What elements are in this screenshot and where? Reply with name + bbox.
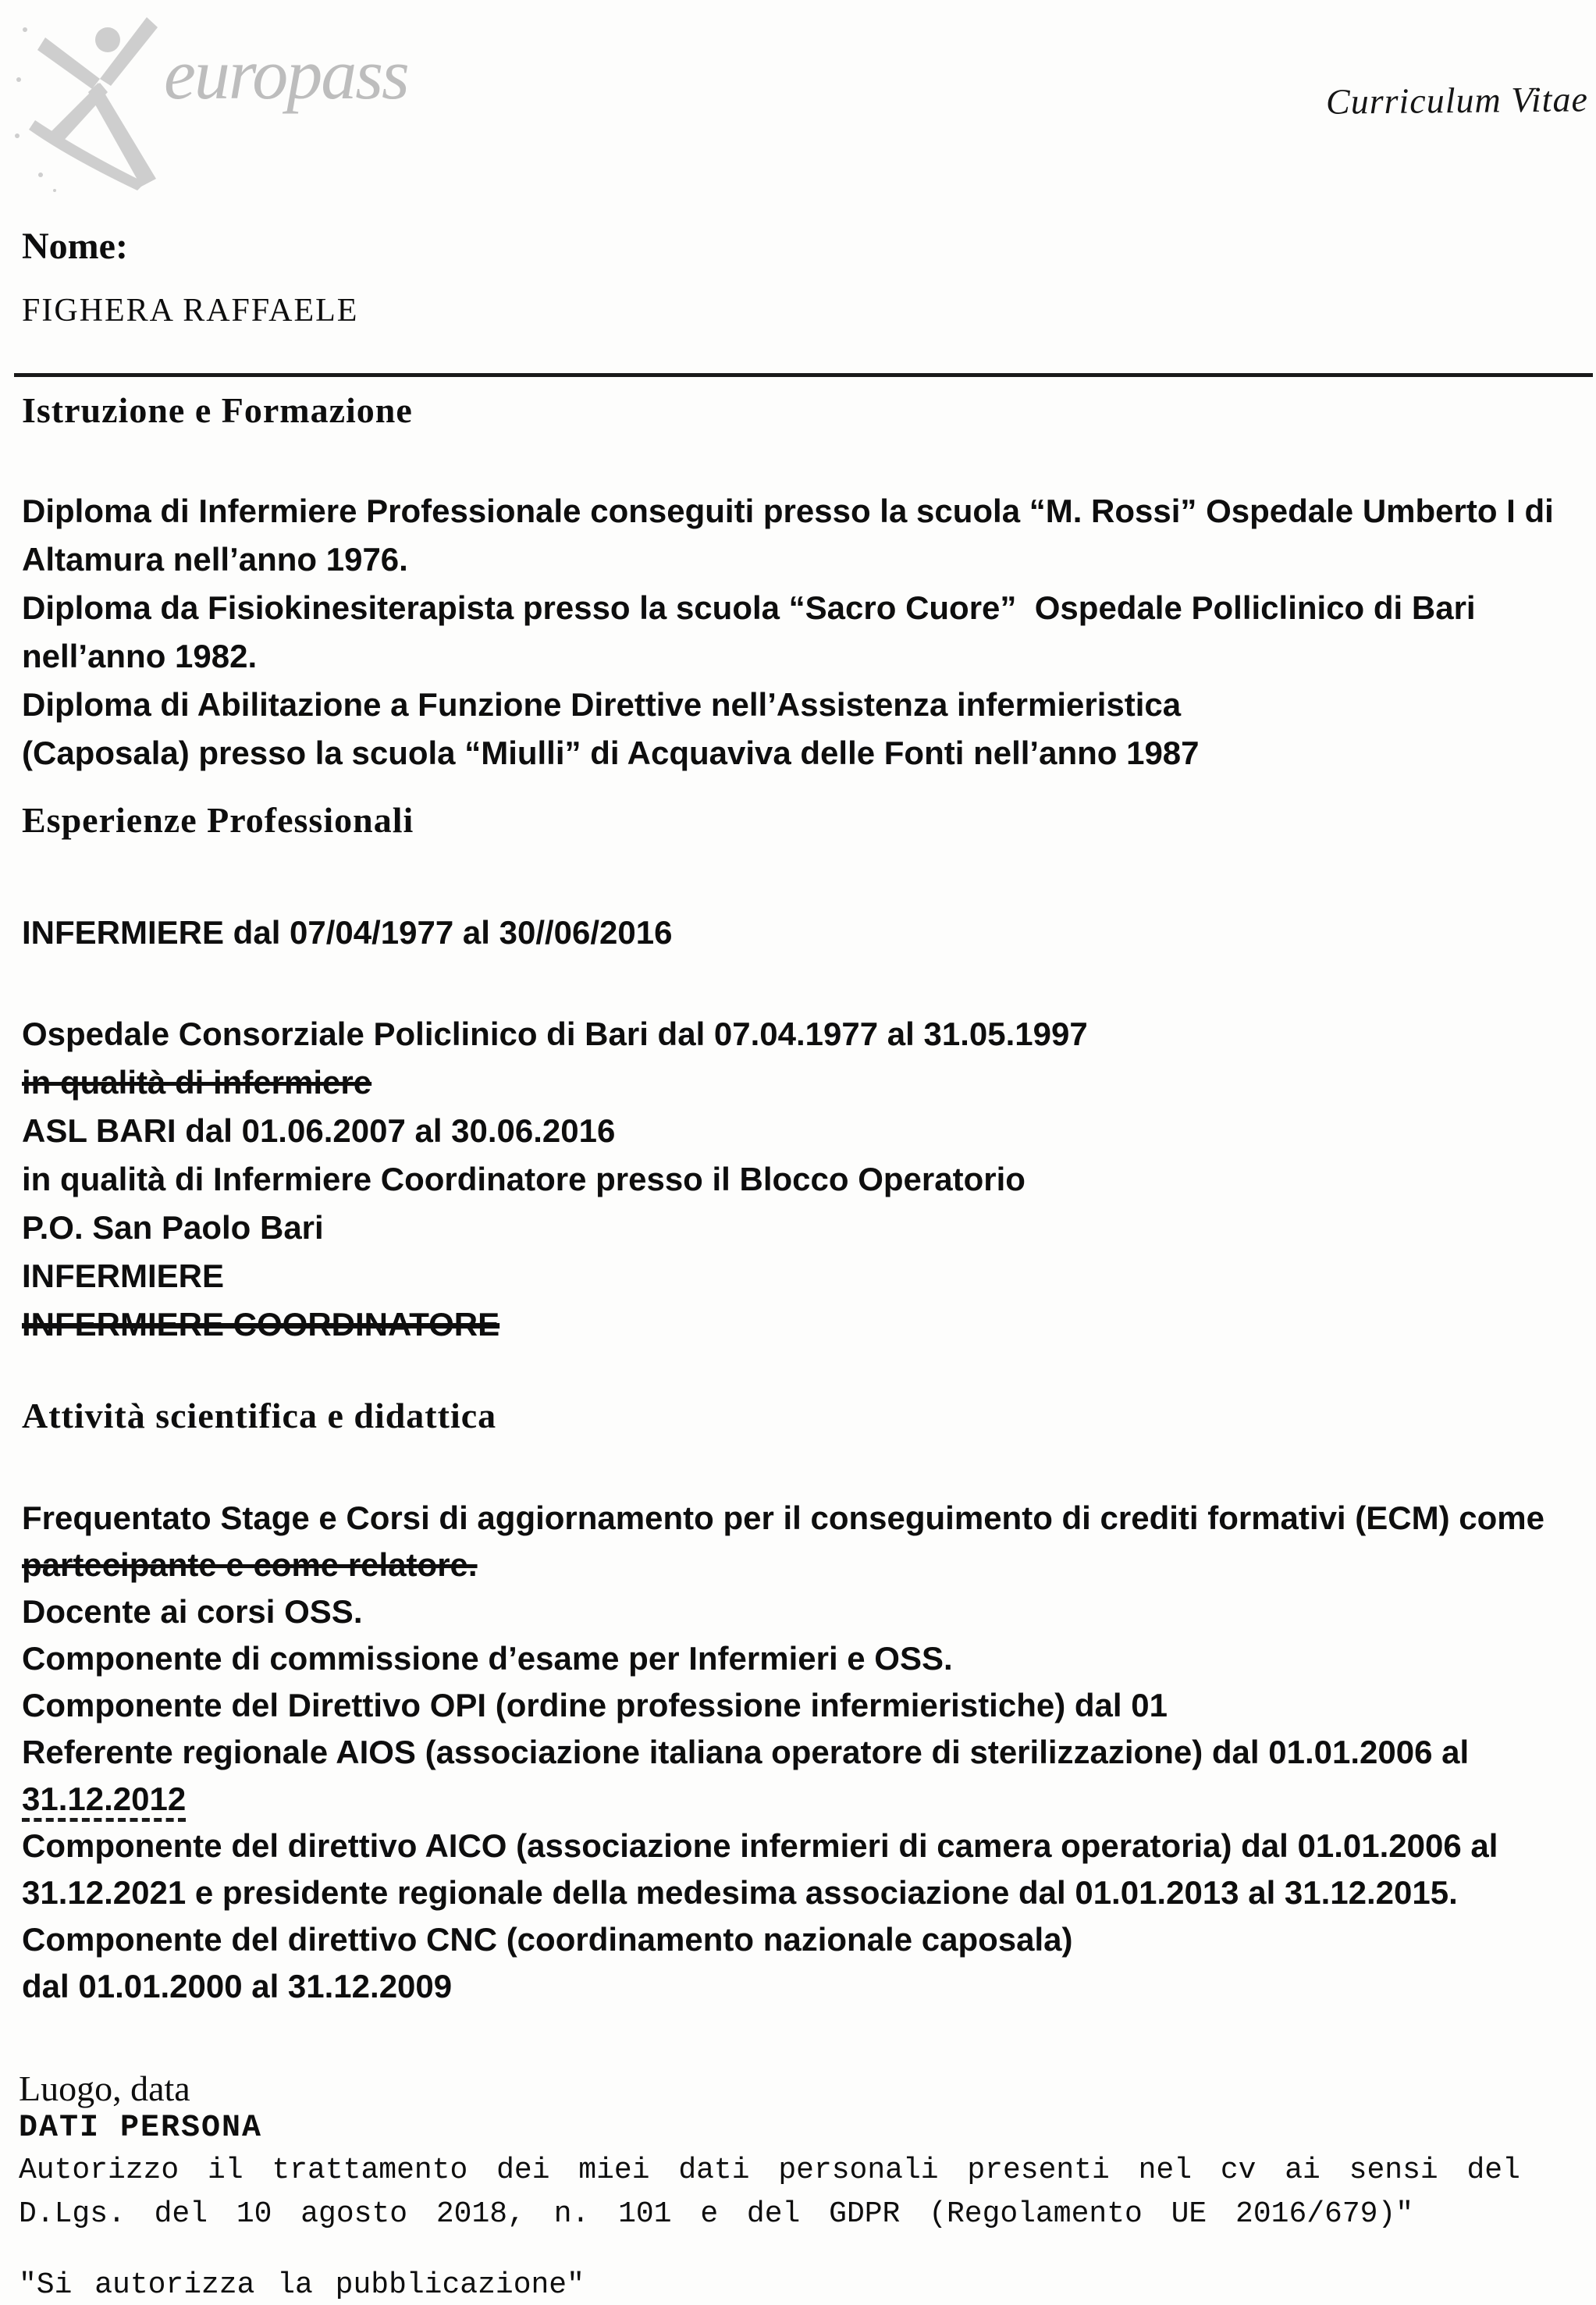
experience-line: P.O. San Paolo Bari <box>22 1209 324 1247</box>
education-line: Diploma di Infermiere Professionale conseguiti presso la scuola “M. Rossi” Ospedale Umberto I di <box>22 492 1554 529</box>
experience-section <box>22 1010 1591 1349</box>
education-line: Diploma da Fisiokinesiterapista presso la scuola “Sacro Cuore” Ospedale Polliclinico di Bari <box>22 589 1476 626</box>
section-heading-education: Istruzione e Formazione <box>22 390 413 430</box>
experience-role <box>22 909 1591 957</box>
europass-logo-wordmark: europass <box>164 34 408 114</box>
name-value: FIGHERA RAFFAELE <box>22 292 359 329</box>
section-heading-activity: Attività scientifica e didattica <box>22 1396 497 1436</box>
activity-line: 31.12.2021 e presidente regionale della medesima associazione dal 01.01.2013 al 31.12.2015. <box>22 1873 1458 1911</box>
name-label: Nome: <box>22 226 128 267</box>
place-date-label: Luogo, data <box>19 2068 190 2108</box>
experience-line-struck: INFERMIERE COORDINATORE <box>22 1306 500 1343</box>
privacy-authorization-line: D.Lgs. del 10 agosto 2018, n. 101 e del GDPR (Regolamento UE 2016/679)" <box>19 2197 1414 2231</box>
experience-line: ASL BARI dal 01.06.2007 al 30.06.2016 <box>22 1112 616 1150</box>
activity-line: dal 01.01.2000 al 31.12.2009 <box>22 1967 453 2004</box>
activity-line: Componente del Direttivo OPI (ordine professione infermieristiche) dal 01 <box>22 1686 1168 1723</box>
publication-authorization: "Si autorizza la pubblicazione" <box>19 2268 585 2302</box>
activity-line: Componente del direttivo CNC (coordinamento nazionale caposala) <box>22 1920 1073 1958</box>
activity-line: Referente regionale AIOS (associazione italiana operatore di sterilizzazione) dal 01.01.2006 al <box>22 1733 1470 1770</box>
experience-line-struck: in qualità di infermiere <box>22 1064 372 1101</box>
document-header <box>0 0 1596 195</box>
education-line: (Caposala) presso la scuola “Miulli” di Acquaviva delle Fonti nell’anno 1987 <box>22 734 1200 771</box>
activity-line-struck: partecipante e come relatore. <box>22 1546 478 1583</box>
education-line: Diploma di Abilitazione a Funzione Direttive nell’Assistenza infermieristica <box>22 685 1182 723</box>
personal-data-label: DATI PERSONA <box>19 2110 263 2146</box>
experience-line: in qualità di Infermiere Coordinatore presso il Blocco Operatorio <box>22 1161 1025 1198</box>
experience-line: Ospedale Consorziale Policlinico di Bari dal 07.04.1977 al 31.05.1997 <box>22 1016 1088 1053</box>
activity-line: Docente ai corsi OSS. <box>22 1592 363 1630</box>
europass-logo-icon <box>8 5 445 192</box>
education-section <box>22 487 1591 777</box>
section-heading-experience: Esperienze Professionali <box>22 799 414 840</box>
activity-section <box>22 1495 1591 2010</box>
activity-line: Componente del direttivo AICO (associazione infermieri di camera operatoria) dal 01.01.2006 al <box>22 1827 1498 1864</box>
activity-line: Componente di commissione d’esame per Infermieri e OSS. <box>22 1639 953 1677</box>
education-line: nell’anno 1982. <box>22 637 258 674</box>
education-line: Altamura nell’anno 1976. <box>22 540 408 578</box>
document-title: Curriculum Vitae <box>1325 79 1589 122</box>
europass-logo <box>8 5 445 192</box>
privacy-authorization-line: Autorizzo il trattamento dei miei dati personali presenti nel cv ai sensi del <box>19 2153 1520 2187</box>
activity-line-underlined: 31.12.2012 <box>22 1780 186 1822</box>
experience-role-line: INFERMIERE dal 07/04/1977 al 30//06/2016 <box>22 914 673 952</box>
horizontal-divider <box>14 373 1593 377</box>
experience-line: INFERMIERE <box>22 1257 225 1295</box>
activity-line: Frequentato Stage e Corsi di aggiornamento per il conseguimento di crediti formativi (ECM) come <box>22 1499 1544 1536</box>
